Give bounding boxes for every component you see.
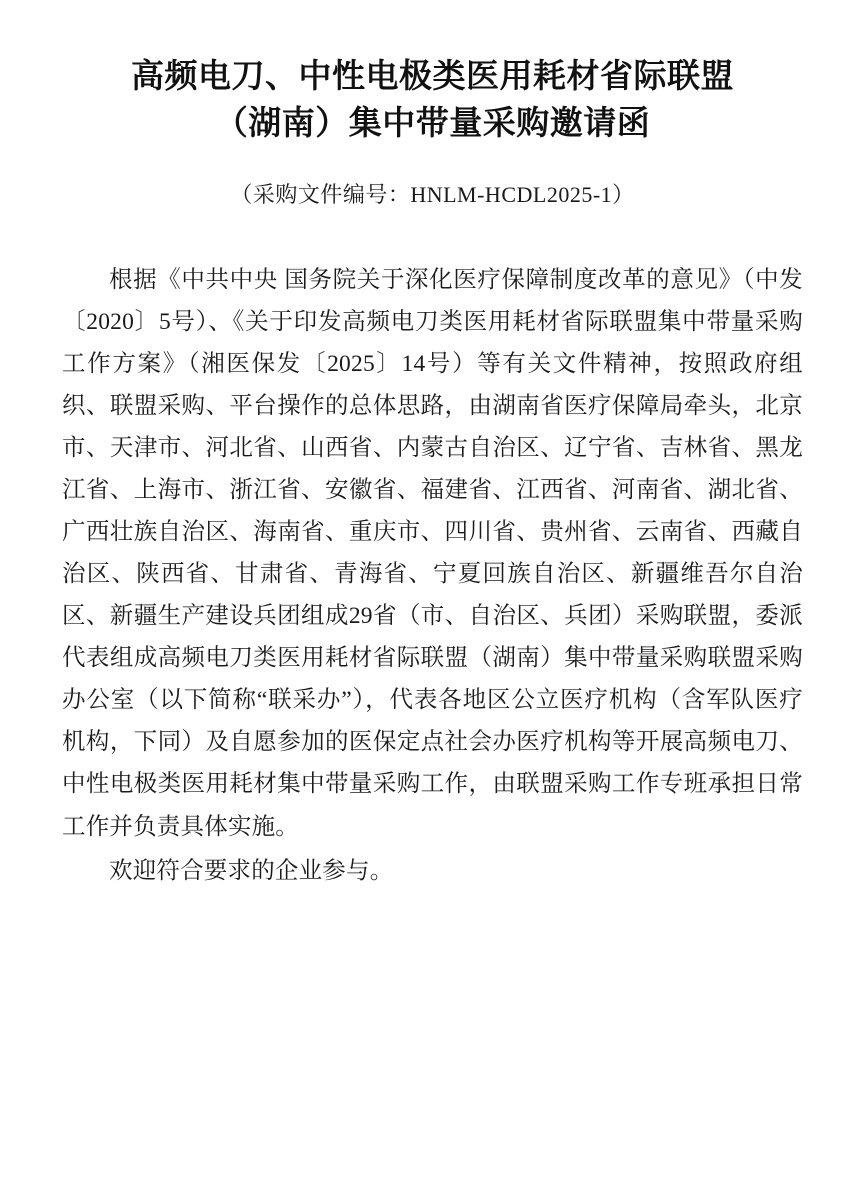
page-title-line-1: 高频电刀、中性电极类医用耗材省际联盟	[131, 59, 734, 95]
document-number: （采购文件编号：HNLM-HCDL2025-1）	[230, 181, 635, 207]
paragraph-2: 欢迎符合要求的企业参与。	[109, 857, 394, 884]
paragraph-1: 根据《中共中央 国务院关于深化医疗保障制度改革的意见》（中发〔2020〕5号）、《关于印发高频电刀类医用耗材省际联盟集中带量采购工作方案》（湘医保发〔2025〕14号）等有关文件精神，按照政府组织、联盟采购、平台操作的总体思路，由湖南省医疗保障局牵头，北京市、天津市、河北省、山西省、内蒙古自治区、辽宁省、吉林省、黑龙江省、上海市、浙江省、安徽省、福建省、江西省、河南省、湖北省、广西壮族自治区、海南省、重庆市、四川省、贵州省、云南省、西藏自治区、陕西省、甘肃省、青海省、宁夏回族自治区、新疆维吾尔自治区、新疆生产建设兵团组成29省（市、自治区、兵团）采购联盟，委派代表组成高频电刀类医用耗材省际联盟（湖南）集中带量采购联盟采购办公室（以下简称“联采办”），代表各地区公立医疗机构（含军队医疗机构，下同）及自愿参加的医保定点社会办医疗机构等开展高频电刀、中性电极类医用耗材集中带量采购工作，由联盟采购工作专班承担日常工作并负责具体实施。	[62, 266, 803, 840]
document-body	[62, 259, 803, 892]
page-title	[62, 54, 803, 148]
page-title-line-2: （湖南）集中带量采购邀请函	[214, 105, 651, 142]
